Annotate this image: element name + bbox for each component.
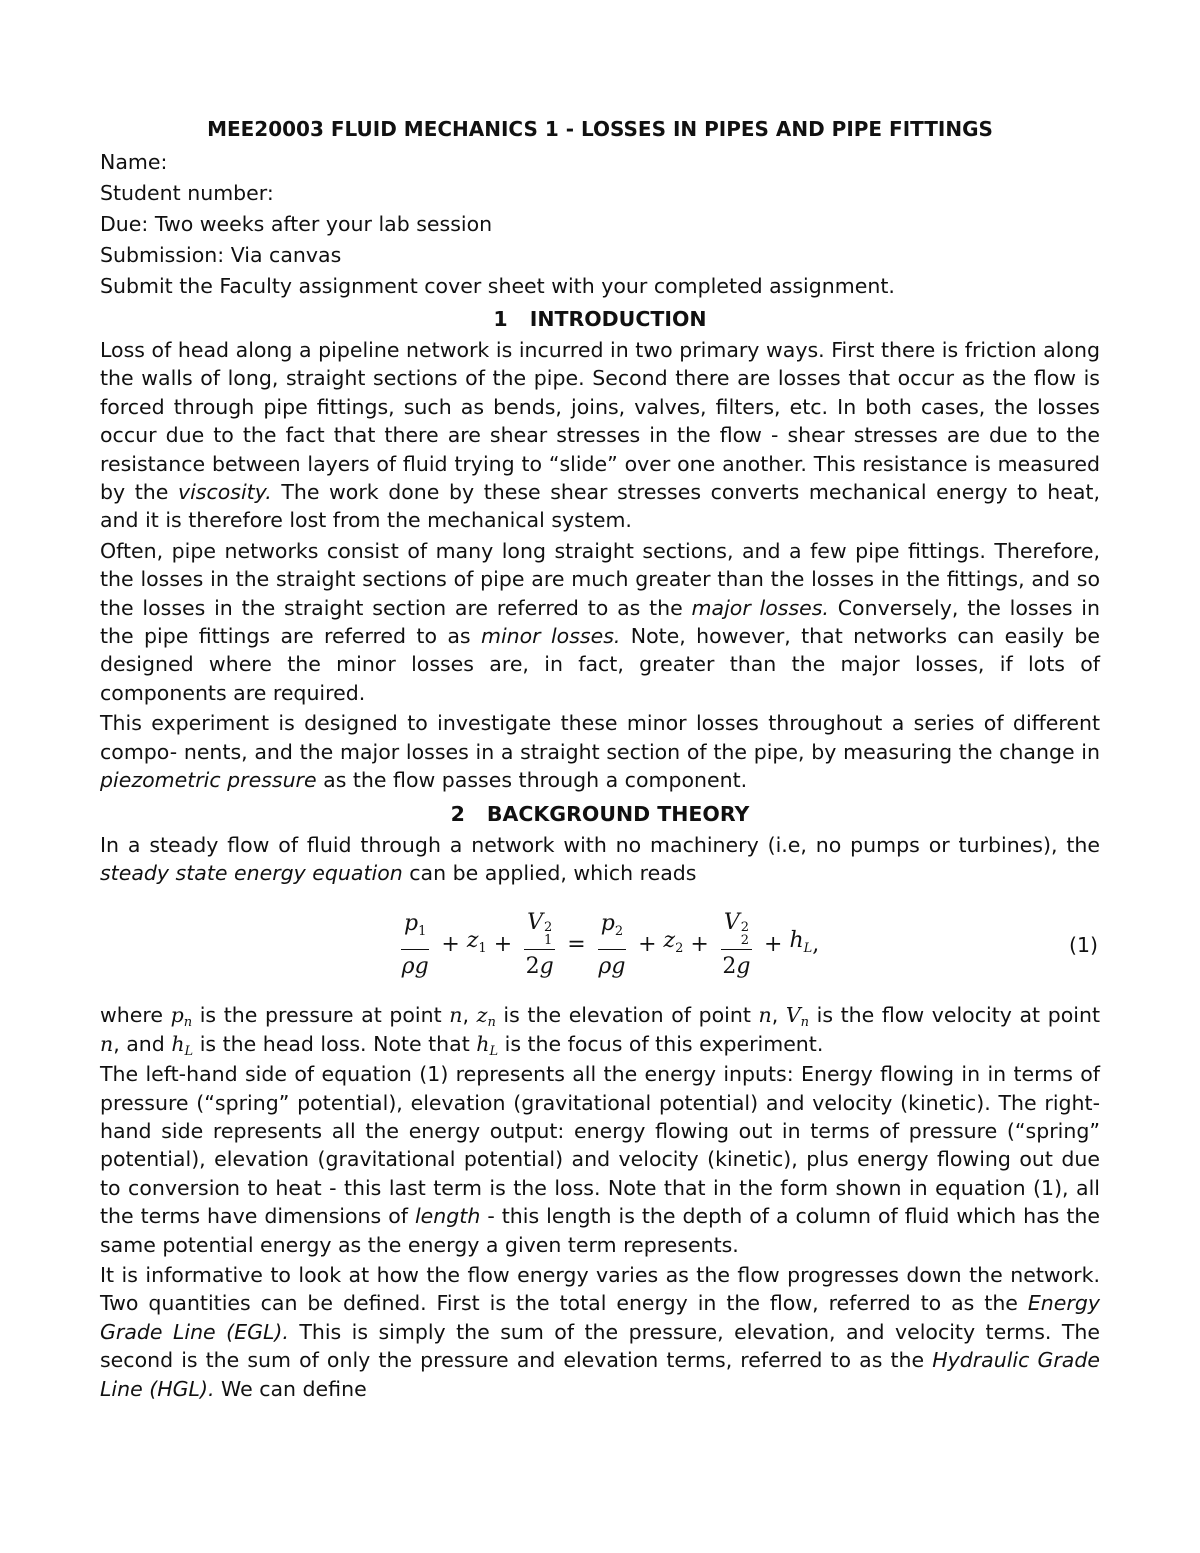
emphasis-viscosity: viscosity. [177,480,272,505]
energy-equation [100,901,1100,991]
theory-paragraph-4: It is informative to look at how the flow energy varies as the flow progresses down the network. Two quantities can be defined. First is the total energy in the flow, referred to as the Energy Grade Line (EGL). This is simply the sum of the pressure, elevation, and velocity terms. The second is the sum of only the pressure and elevation terms, referred to as the Hydraulic Grade Line (HGL). We can define [100,1262,1100,1401]
emphasis-length: length [414,1204,481,1229]
energy-equation-body: $\frac{p_1}{\rho g}$ + $z_1$ + V 2 1 2g = $\frac{p_2}{\rho g}$ + $z_2$ + V 2 2 2g + $h_L$ , [396,905,819,985]
due-line: Due: Two weeks after your lab session [100,212,493,236]
section-title: INTRODUCTION [529,307,707,331]
intro-paragraph-1: Loss of head along a pipeline network is incurred in two primary ways. First there is friction along the walls of long, straight sections of the pipe. Second there are losses that occur as the flow is forced through pipe fittings, such as bends, joins, valves, filters, etc. In both cases, the losses occur due to the fact that there are shear stresses in the flow - shear stresses are due to the resistance between layers of fluid trying to “slide” over one another. This resistance is measured by the viscosity. The work done by these shear stresses converts mechanical energy to heat, and it is therefore lost from the mechanical system. [100,338,1100,533]
submission-line: Submission: Via canvas [100,243,342,267]
emphasis-hydraulic-grade-line: Hydraulic Grade Line (HGL). [100,1348,1100,1401]
emphasis-minor-losses: minor losses. [480,624,621,649]
fraction-p2-rho-g: $\frac{p_2}{\rho g}$ [598,910,626,979]
section-title: BACKGROUND THEORY [486,801,750,826]
intro-paragraph-3: This experiment is designed to investigate these minor losses throughout a series of different compo- nents, and the major losses in a straight section of the pipe, by measuring the change in piezometric pressure as the flow passes through a component. [100,711,1100,793]
document-page [100,112,1100,1405]
section-heading-background-theory [100,797,1100,831]
student-number-label: Student number: [100,181,274,205]
theory-paragraph-3: The left-hand side of equation (1) represents all the energy inputs: Energy flowing in in terms of pressure (“spring” potential), elevation (gravitational potential) and velocity (kinetic). The right-hand side represents all the energy output: energy flowing out in terms of pressure (“spring” potential), elevation (gravitational potential) and velocity (kinetic), plus energy flowing out due to conversion to heat - this last term is the loss. Note that in the form shown in equation (1), all the terms have dimensions of length - this length is the depth of a column of fluid which has the same potential energy as the energy a given term represents. [100,1062,1100,1257]
fraction-v1-squared-2g: V 2 1 2g [525,910,554,980]
section-number: 1 [493,307,508,331]
emphasis-major-losses: major losses. [691,595,829,620]
document-title: MEE20003 FLUID MECHANICS 1 - LOSSES IN PIPES AND PIPE FITTINGS [207,117,993,141]
cover-sheet-line: Submit the Faculty assignment cover sheet with your completed assignment. [100,274,895,298]
emphasis-piezometric-pressure: piezometric pressure [100,768,317,793]
emphasis-steady-state-energy-equation: steady state energy equation [100,860,403,885]
section-heading-introduction [100,302,1100,336]
theory-paragraph-2: where $p_n$ is the pressure at point n, $z_n$ is the elevation of point n, $V_n$ is the flow velocity at point n, and $h_L$ is the head loss. Note that $h_L$ is the focus of this experiment. [100,1003,1100,1059]
theory-paragraph-1: In a steady flow of fluid through a network with no machinery (i.e, no pumps or turbines), the steady state energy equation can be applied, which reads [100,832,1100,885]
intro-paragraph-2: Often, pipe networks consist of many long straight sections, and a few pipe fittings. Therefore, the losses in the straight sections of pipe are much greater than the losses in the fittings, and so the losses in the straight section are referred to as the major losses. Conversely, the losses in the pipe fittings are referred to as minor losses. Note, however, that networks can easily be designed where the minor losses are, in fact, greater than the major losses, if lots of components are required. [100,538,1100,705]
fraction-p1-rho-g: $\frac{p_1}{\rho g}$ [401,910,429,979]
emphasis-energy-grade-line: Energy Grade Line (EGL). [100,1291,1100,1344]
fraction-v2-squared-2g: V 2 2 2g [722,910,751,980]
equation-number: (1) [1068,933,1098,958]
name-field-label: Name: [100,150,168,174]
section-number: 2 [450,801,465,826]
